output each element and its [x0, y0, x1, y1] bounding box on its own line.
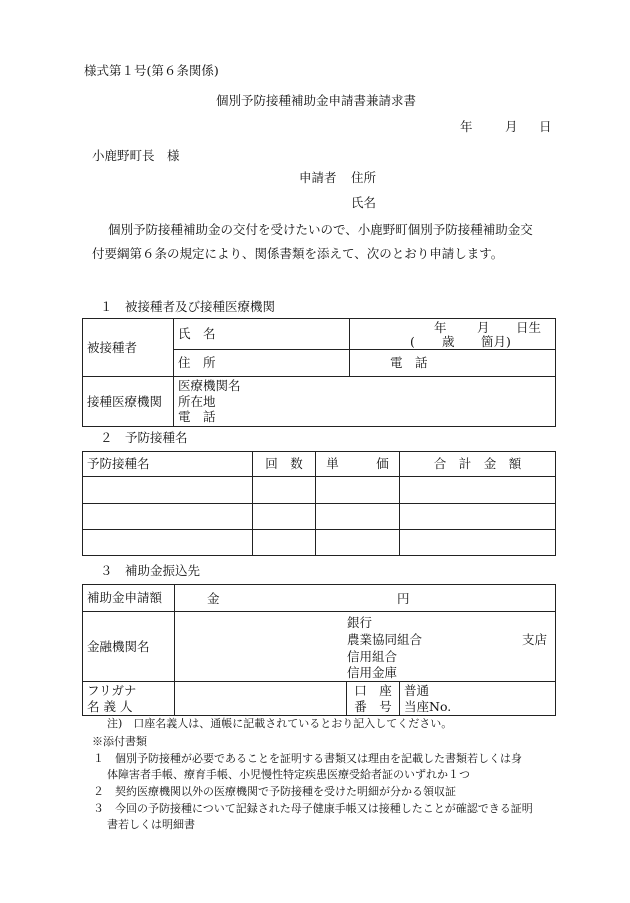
- date-day-label: 日: [539, 119, 552, 134]
- bank-type-shinkin: 信用金庫: [347, 665, 398, 680]
- holder-label-cell: [83, 682, 175, 716]
- col-header-unit-price: 単 価: [316, 452, 400, 477]
- unit-price-cell[interactable]: [316, 477, 400, 504]
- section2-heading: ２ 予防接種名: [100, 430, 188, 445]
- branch-label: 支店: [522, 632, 548, 647]
- bank-field[interactable]: [175, 612, 556, 682]
- recipient-address-label: 住 所: [174, 350, 350, 377]
- section1-heading: １ 被接種者及び接種医療機関: [100, 299, 276, 314]
- facility-phone-label: 電 話: [178, 409, 216, 425]
- bank-label: 金融機関名: [83, 612, 175, 682]
- body-text-line2: 付要綱第６条の規定により、関係書類を添えて、次のとおり申請します。: [92, 246, 504, 261]
- table-row: [83, 504, 556, 530]
- date-year-label: 年: [460, 119, 473, 134]
- furigana-label: フリガナ: [87, 683, 137, 698]
- account-type-current: 当座No.: [404, 698, 452, 714]
- bank-type-credit-union: 信用組合: [347, 649, 398, 664]
- birth-year-label: 年: [434, 320, 447, 335]
- holder-name-field[interactable]: [175, 682, 347, 716]
- birth-month-label: 月: [477, 320, 490, 335]
- amount-unit: 円: [397, 591, 410, 606]
- applicant-address-label: 住所: [351, 170, 377, 185]
- vaccination-table: [82, 451, 556, 556]
- col-header-count: 回 数: [253, 452, 316, 477]
- age-label: 歳: [442, 334, 455, 349]
- age-paren-open: (: [410, 334, 415, 349]
- account-label-2: 番 号: [354, 698, 392, 714]
- account-holder-note: 注) 口座名義人は、通帳に記載されているとおり記入してください。: [107, 717, 453, 730]
- attachment-item1-line2: 体障害者手帳、療育手帳、小児慢性特定疾患医療受給者証のいずれか１つ: [107, 768, 470, 781]
- holder-label: 名 義 人: [87, 698, 133, 714]
- recipient-name-label: 氏 名: [174, 319, 350, 350]
- account-number-label-cell: [347, 682, 400, 716]
- facility-location-label: 所在地: [178, 393, 216, 409]
- vaccine-name-cell[interactable]: [83, 504, 253, 530]
- page-title: 個別予防接種補助金申請書兼請求書: [216, 93, 417, 108]
- birthdate-field[interactable]: [350, 319, 556, 350]
- unit-price-cell[interactable]: [316, 504, 400, 530]
- account-label-1: 口 座: [354, 683, 392, 698]
- facility-details[interactable]: [174, 377, 556, 427]
- form-number: 様式第１号(第６条関係): [84, 63, 219, 78]
- facility-name-label: 医療機関名: [178, 378, 241, 393]
- months-label: 箇月): [481, 334, 511, 349]
- attachment-item2: ２ 契約医療機関以外の医療機関で予防接種を受けた明細が分かる領収証: [93, 785, 456, 798]
- account-type-field[interactable]: [400, 682, 556, 716]
- recipient-table: [82, 318, 556, 427]
- count-cell[interactable]: [253, 530, 316, 556]
- col-header-total: 合 計 金 額: [400, 452, 556, 477]
- attachment-item3-line1: ３ 今回の予防接種について記録された母子健康手帳又は接種したことが確認できる証明: [93, 802, 533, 815]
- count-cell[interactable]: [253, 504, 316, 530]
- facility-label: 接種医療機関: [83, 377, 174, 427]
- amount-prefix: 金: [207, 591, 220, 606]
- recipient-phone-label: 電 話: [390, 355, 428, 371]
- amount-label: 補助金申請額: [83, 585, 175, 612]
- section3-heading: ３ 補助金振込先: [100, 563, 201, 578]
- transfer-table: [82, 584, 556, 716]
- total-cell[interactable]: [400, 477, 556, 504]
- date-month-label: 月: [505, 119, 518, 134]
- vaccine-name-cell[interactable]: [83, 530, 253, 556]
- attachment-item3-line2: 書若しくは明細書: [107, 818, 195, 831]
- attachment-item1-line1: １ 個別予防接種が必要であることを証明する書類又は理由を記載した書類若しくは身: [93, 752, 522, 765]
- applicant-name-label: 氏名: [351, 195, 377, 210]
- addressee: 小鹿野町長 様: [92, 148, 180, 163]
- total-cell[interactable]: [400, 504, 556, 530]
- total-cell[interactable]: [400, 530, 556, 556]
- birth-day-label: 日生: [516, 320, 542, 335]
- bank-type-agri-coop: 農業協同組合: [347, 632, 423, 647]
- col-header-vaccine: 予防接種名: [83, 452, 253, 477]
- attachments-heading: ※添付書類: [92, 735, 147, 748]
- table-row: [83, 477, 556, 504]
- unit-price-cell[interactable]: [316, 530, 400, 556]
- body-text-line1: 個別予防接種補助金の交付を受けたいので、小鹿野町個別予防接種補助金交: [108, 222, 533, 237]
- applicant-label: 申請者: [299, 170, 337, 185]
- account-type-ordinary: 普通: [404, 683, 430, 698]
- amount-field[interactable]: [175, 585, 556, 612]
- table-row: [83, 530, 556, 556]
- count-cell[interactable]: [253, 477, 316, 504]
- bank-type-bank: 銀行: [347, 615, 373, 630]
- recipient-label: 被接種者: [83, 319, 174, 377]
- vaccine-name-cell[interactable]: [83, 477, 253, 504]
- recipient-phone-field[interactable]: [350, 350, 556, 377]
